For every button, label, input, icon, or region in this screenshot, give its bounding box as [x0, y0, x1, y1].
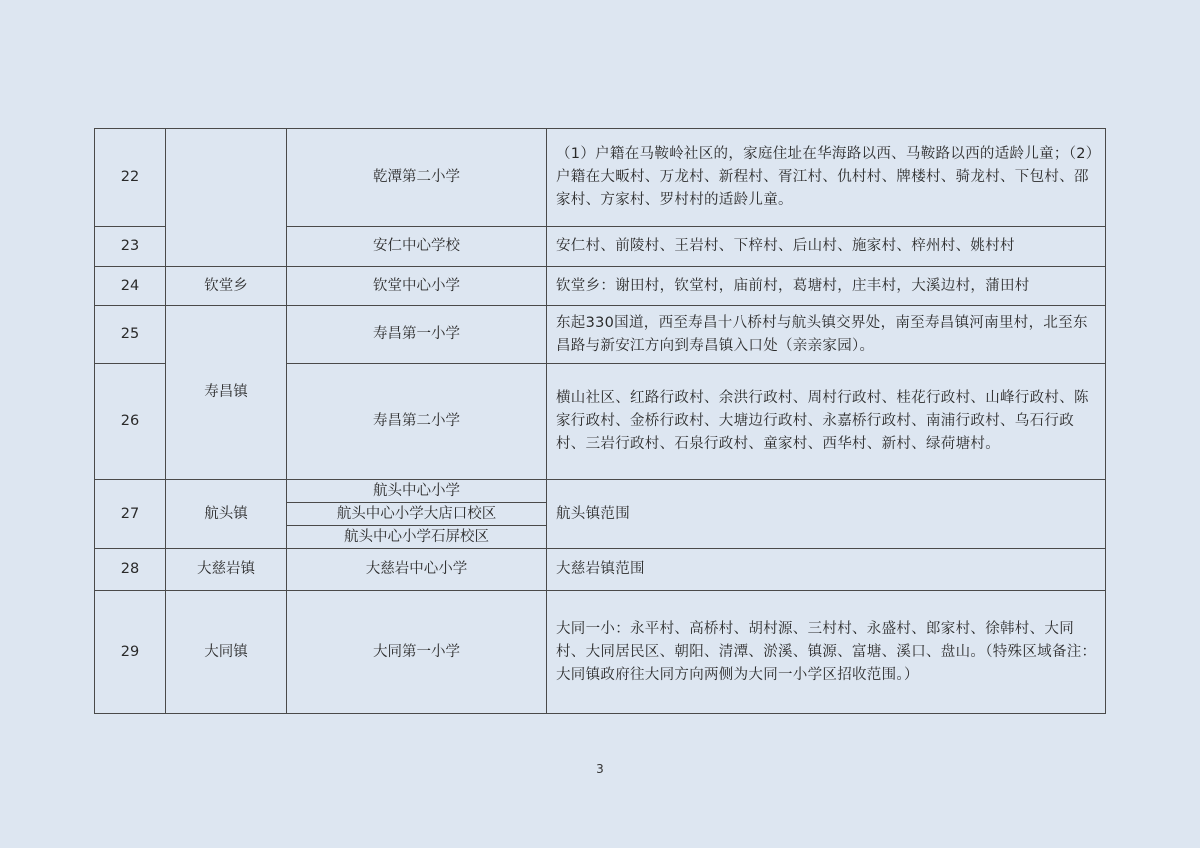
enrollment-range: 航头镇范围 [547, 480, 1106, 549]
page-number: 3 [596, 762, 604, 776]
town-name: 钦堂乡 [166, 267, 287, 306]
row-number: 28 [95, 549, 166, 591]
table-row [95, 549, 1106, 591]
row-number: 27 [95, 480, 166, 549]
row-number: 24 [95, 267, 166, 306]
enrollment-range: （1）户籍在马鞍岭社区的，家庭住址在华海路以西、马鞍路以西的适龄儿童；（2）户籍在大畈村、万龙村、新程村、胥江村、仇村村、牌楼村、骑龙村、下包村、邵家村、方家村、罗村村的适龄儿童。 [547, 129, 1106, 227]
row-number: 29 [95, 591, 166, 714]
table-row [95, 480, 1106, 503]
table-row [95, 306, 1106, 364]
row-number: 25 [95, 306, 166, 364]
table-row [95, 129, 1106, 227]
enrollment-range: 东起330国道，西至寿昌十八桥村与航头镇交界处，南至寿昌镇河南里村，北至东昌路与新安江方向到寿昌镇入口处（亲亲家园）。 [547, 306, 1106, 364]
enrollment-range: 横山社区、红路行政村、余洪行政村、周村行政村、桂花行政村、山峰行政村、陈家行政村、金桥行政村、大塘边行政村、永嘉桥行政村、南浦行政村、乌石行政村、三岩行政村、石泉行政村、童家村、西华村、新村、绿荷塘村。 [547, 364, 1106, 480]
enrollment-range: 安仁村、前陵村、王岩村、下梓村、后山村、施家村、梓州村、姚村村 [547, 227, 1106, 267]
school-name: 航头中心小学大店口校区 [287, 503, 547, 526]
school-name: 钦堂中心小学 [287, 267, 547, 306]
school-name: 安仁中心学校 [287, 227, 547, 267]
town-name: 航头镇 [166, 480, 287, 549]
enrollment-range: 钦堂乡：谢田村，钦堂村，庙前村，葛塘村，庄丰村，大溪边村，蒲田村 [547, 267, 1106, 306]
school-name: 乾潭第二小学 [287, 129, 547, 227]
row-number: 23 [95, 227, 166, 267]
school-name: 航头中心小学 [287, 480, 547, 503]
school-name: 寿昌第二小学 [287, 364, 547, 480]
school-name: 大慈岩中心小学 [287, 549, 547, 591]
town-cell [166, 129, 287, 267]
enrollment-range: 大同一小：永平村、高桥村、胡村源、三村村、永盛村、郎家村、徐韩村、大同村、大同居民区、朝阳、清潭、淤溪、镇源、富塘、溪口、盘山。（特殊区域备注：大同镇政府往大同方向两侧为大同一小学区招收范围。） [547, 591, 1106, 714]
table-row [95, 591, 1106, 714]
town-name: 大同镇 [166, 591, 287, 714]
row-number: 22 [95, 129, 166, 227]
school-name: 大同第一小学 [287, 591, 547, 714]
school-name: 寿昌第一小学 [287, 306, 547, 364]
table-row [95, 267, 1106, 306]
town-name: 寿昌镇 [166, 306, 287, 480]
town-name: 大慈岩镇 [166, 549, 287, 591]
school-zone-table [94, 128, 1106, 714]
school-name: 航头中心小学石屏校区 [287, 526, 547, 549]
row-number: 26 [95, 364, 166, 480]
enrollment-range: 大慈岩镇范围 [547, 549, 1106, 591]
